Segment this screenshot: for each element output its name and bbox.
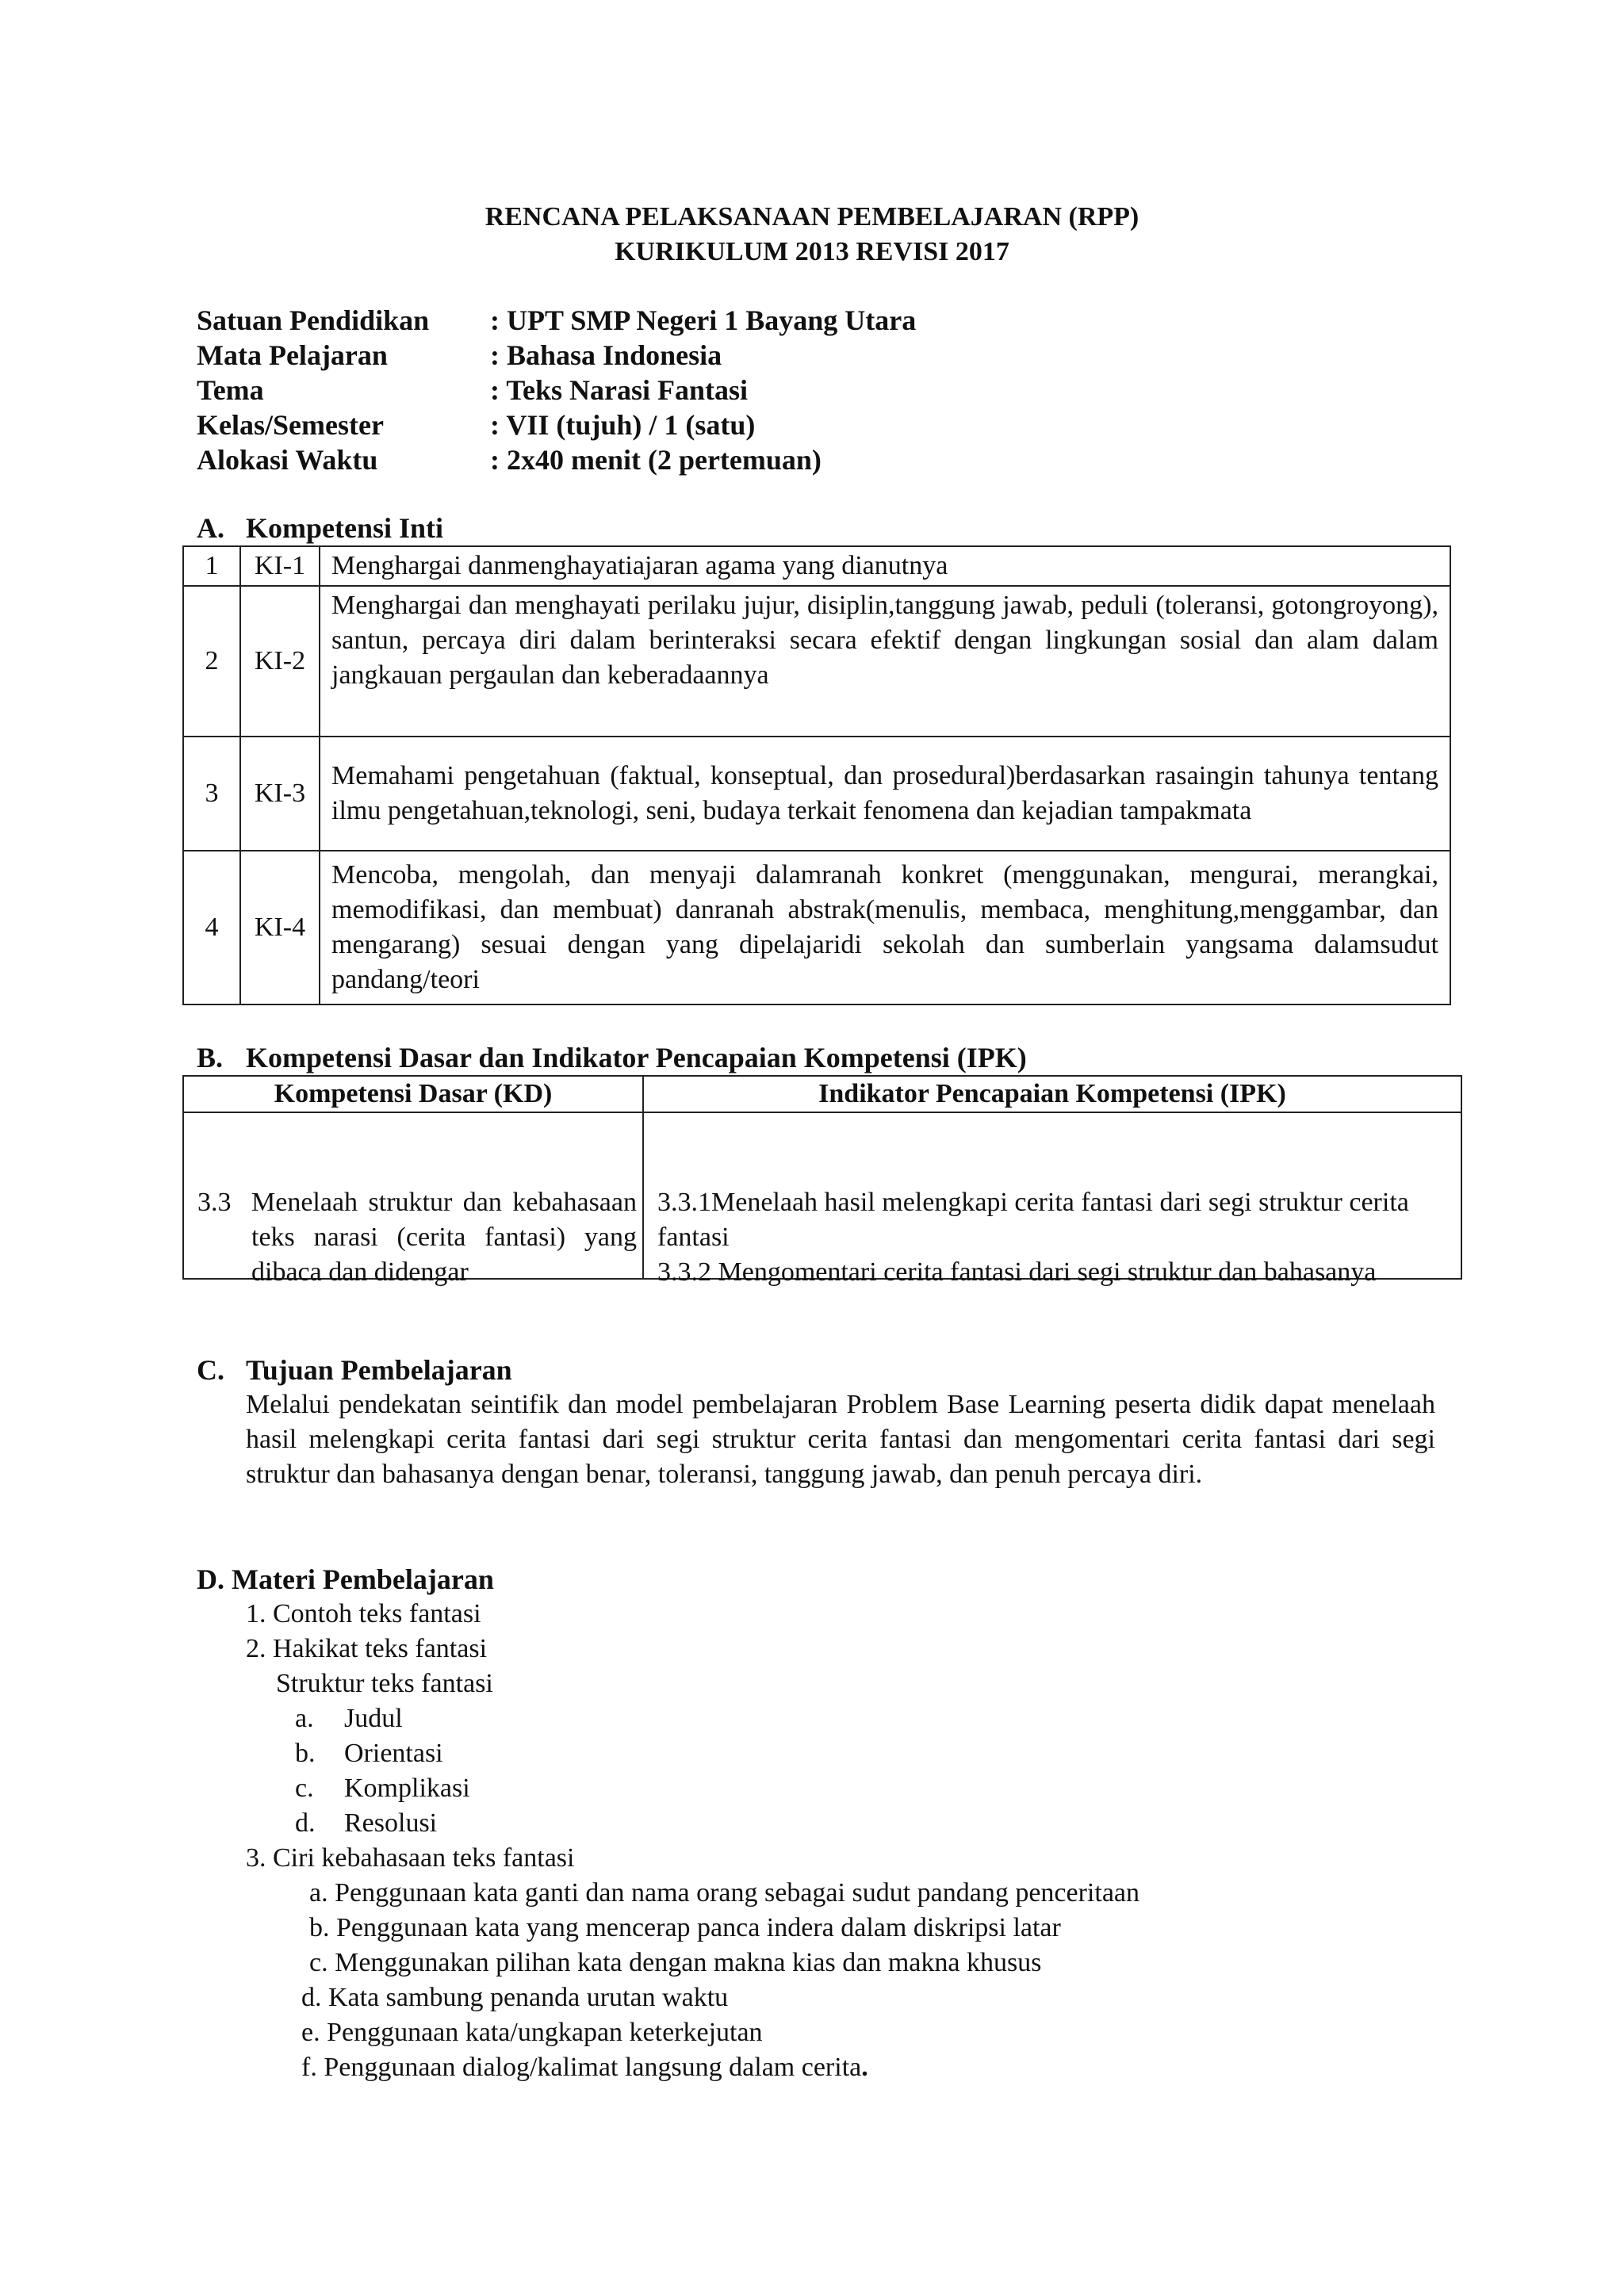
identity-value: : VII (tujuh) / 1 (satu): [490, 409, 756, 441]
section-number: C.: [197, 1354, 224, 1386]
list-text: Resolusi: [344, 1808, 438, 1838]
ipk-cell: [643, 1112, 1461, 1287]
list-text: Judul: [344, 1704, 403, 1733]
kompetensi-inti-table: [182, 545, 1451, 1005]
ki-code: KI-3: [240, 737, 320, 851]
list-letter: c.: [295, 1774, 314, 1803]
ki-description: Menghargai danmenghayatiajaran agama yang dianutnya: [320, 546, 1450, 586]
list-text: Komplikasi: [344, 1774, 470, 1803]
document-title-line2: KURIKULUM 2013 REVISI 2017: [615, 237, 1009, 266]
section-title: Kompetensi Inti: [246, 512, 444, 544]
struktur-item: [295, 1736, 443, 1771]
kd-ipk-table: [182, 1075, 1462, 1287]
ipk-item: 3.3.2 Mengomentari cerita fantasi dari segi struktur dan bahasanya: [657, 1257, 1377, 1287]
identity-label: Kelas/Semester: [197, 409, 384, 441]
ciri-item: c. Menggunakan pilihan kata dengan makna kias dan makna khusus: [309, 1948, 1042, 1977]
struktur-item: [295, 1771, 470, 1806]
section-a-heading: [197, 511, 443, 545]
ki-description: Memahami pengetahuan (faktual, konseptual, dan prosedural)berdasarkan rasaingin tahunya tentang ilmu pengetahuan,teknologi, seni, budaya terkait fenomena dan kejadian tampakmata: [320, 737, 1450, 851]
identity-label: Alokasi Waktu: [197, 444, 378, 476]
ki-code: KI-1: [240, 546, 320, 586]
ciri-item: e. Penggunaan kata/ungkapan keterkejutan: [301, 2018, 763, 2047]
ki-code: KI-2: [240, 586, 320, 737]
row-number: 4: [183, 851, 240, 1004]
row-number: 3: [183, 737, 240, 851]
list-letter: d.: [295, 1808, 316, 1838]
materi-item: 1. Contoh teks fantasi: [246, 1599, 481, 1628]
ciri-item: d. Kata sambung penanda urutan waktu: [301, 1983, 729, 2012]
identity-label: Satuan Pendidikan: [197, 304, 430, 336]
identity-value: : UPT SMP Negeri 1 Bayang Utara: [490, 304, 917, 336]
list-letter: a.: [295, 1704, 314, 1733]
table-header-row: [183, 1076, 1461, 1112]
ipk-item: 3.3.1Menelaah hasil melengkapi cerita fantasi dari segi struktur cerita fantasi: [657, 1188, 1409, 1252]
section-number: B.: [197, 1042, 224, 1073]
ki-code: KI-4: [240, 851, 320, 1004]
section-title: Tujuan Pembelajaran: [246, 1354, 512, 1386]
list-text: Orientasi: [344, 1739, 443, 1768]
list-letter: b.: [295, 1739, 316, 1768]
materi-item: 2. Hakikat teks fantasi: [246, 1634, 488, 1663]
identity-label: Mata Pelajaran: [197, 339, 388, 371]
section-b-heading: [197, 1040, 1027, 1075]
section-number: A.: [197, 512, 224, 544]
ipk-list: [657, 1185, 1442, 1290]
tujuan-paragraph: Melalui pendekatan seintifik dan model pembelajaran Problem Base Learning peserta didik dapat menelaah hasil melengkapi cerita fantasi dari segi struktur cerita fantasi dan mengomentari cerita fantasi dari segi struktur dan bahasanya dengan benar, toleransi, tanggung jawab, dan penuh percaya diri.: [246, 1390, 1435, 1489]
section-c-heading: [197, 1353, 512, 1387]
column-header-ipk: Indikator Pencapaian Kompetensi (IPK): [643, 1076, 1461, 1112]
kd-description: Menelaah struktur dan kebahasaan teks narasi (cerita fantasi) yang dibaca dan didengar: [251, 1188, 637, 1287]
table-row: [183, 851, 1450, 1004]
section-d-heading: D. Materi Pembelajaran: [197, 1563, 494, 1595]
final-period: .: [861, 2053, 868, 2082]
identity-label: Tema: [197, 374, 264, 406]
ciri-item: [301, 2050, 868, 2085]
ciri-item: b. Penggunaan kata yang mencerap panca indera dalam diskripsi latar: [309, 1913, 1061, 1942]
column-header-kd: Kompetensi Dasar (KD): [183, 1076, 643, 1112]
kd-number: 3.3: [197, 1188, 232, 1217]
ki-description: Mencoba, mengolah, dan menyaji dalamranah konkret (menggunakan, mengurai, merangkai, memodifikasi, dan membuat) danranah abstrak(menulis, membaca, menghitung,menggambar, dan mengarang) sesuai dengan yang dipelajaridi sekolah dan sumberlain yangsama dalamsudut pandang/teori: [320, 851, 1450, 1004]
identity-value: : Teks Narasi Fantasi: [490, 374, 749, 406]
table-row: [183, 1112, 1461, 1279]
materi-item: 3. Ciri kebahasaan teks fantasi: [246, 1843, 575, 1873]
table-row: [183, 586, 1450, 737]
ki-description: Menghargai dan menghayati perilaku jujur, disiplin,tanggung jawab, peduli (toleransi, gotongroyong), santun, percaya diri dalam berinteraksi secara efektif dengan lingkungan sosial dan alam dalam jangkauan pergaulan dan keberadaannya: [320, 586, 1450, 737]
table-row: [183, 546, 1450, 586]
ciri-text: f. Penggunaan dialog/kalimat langsung dalam cerita: [301, 2053, 862, 2082]
struktur-item: [295, 1701, 403, 1736]
document-title-line1: RENCANA PELAKSANAAN PEMBELAJARAN (RPP): [485, 202, 1139, 232]
identity-value: : 2x40 menit (2 pertemuan): [490, 444, 822, 476]
row-number: 1: [183, 546, 240, 586]
struktur-title: Struktur teks fantasi: [276, 1669, 493, 1698]
kd-cell: [183, 1112, 643, 1287]
section-title: Kompetensi Dasar dan Indikator Pencapaian Kompetensi (IPK): [246, 1042, 1027, 1073]
row-number: 2: [183, 586, 240, 737]
identity-value: : Bahasa Indonesia: [490, 339, 722, 371]
table-row: [183, 737, 1450, 851]
struktur-item: [295, 1806, 437, 1841]
ciri-item: a. Penggunaan kata ganti dan nama orang sebagai sudut pandang penceritaan: [309, 1878, 1139, 1908]
